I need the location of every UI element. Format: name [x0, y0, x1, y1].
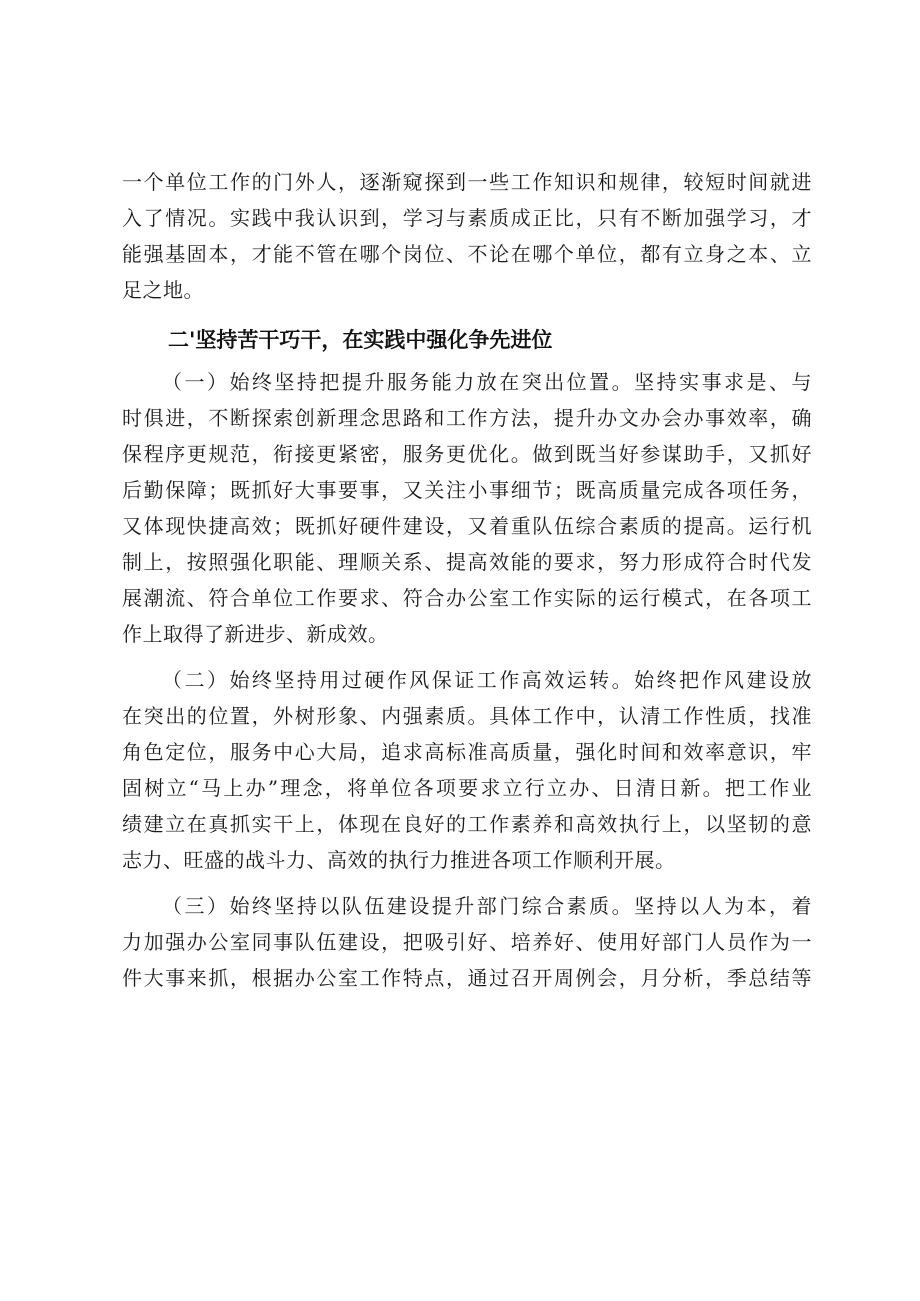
text-line: 件大事来抓，根据办公室工作特点，通过召开周例会，月分析，季总结等 — [122, 966, 812, 990]
text-line: 又体现快捷高效；既抓好硬件建设，又着重队伍综合素质的提高。运行机 — [122, 514, 812, 538]
text-line: 能强基固本，才能不管在哪个岗位、不论在哪个单位，都有立身之本、立 — [122, 242, 812, 266]
text-line: （三）始终坚持以队伍建设提升部门综合素质。坚持以人为本，着 — [162, 894, 812, 918]
text-line: 作上取得了新进步、新成效。 — [122, 622, 389, 646]
text-line: 力加强办公室同事队伍建设，把吸引好、培养好、使用好部门人员作为一 — [122, 930, 812, 954]
text-line: 足之地。 — [122, 278, 204, 302]
document-body — [122, 164, 812, 996]
text-line: 后勤保障；既抓好大事要事，又关注小事细节；既高质量完成各项任务， — [122, 478, 812, 502]
paragraph-two — [122, 662, 812, 878]
text-line: 保程序更规范，衔接更紧密，服务更优化。做到既当好参谋助手，又抓好 — [122, 442, 812, 466]
intro-paragraph — [122, 164, 812, 308]
text-line: （一）始终坚持把提升服务能力放在突出位置。坚持实事求是、与 — [162, 370, 812, 394]
paragraph-three — [122, 888, 812, 996]
text-line: 角色定位，服务中心大局，追求高标准高质量，强化时间和效率意识，牢 — [122, 740, 812, 764]
text-line: 志力、旺盛的战斗力、高效的执行力推进各项工作顺利开展。 — [122, 848, 676, 872]
text-line: 制上，按照强化职能、理顺关系、提高效能的要求，努力形成符合时代发 — [122, 550, 812, 574]
paragraph-one — [122, 364, 812, 652]
text-line: （二）始终坚持用过硬作风保证工作高效运转。始终把作风建设放 — [162, 668, 812, 692]
text-line: 入了情况。实践中我认识到，学习与素质成正比，只有不断加强学习，才 — [122, 206, 812, 230]
text-line: 一个单位工作的门外人，逐渐窥探到一些工作知识和规律，较短时间就进 — [122, 170, 812, 194]
text-line: 时俱进，不断探索创新理念思路和工作方法，提升办文办会办事效率，确 — [122, 406, 812, 430]
text-line: 展潮流、符合单位工作要求、符合办公室工作实际的运行模式，在各项工 — [122, 586, 812, 610]
section-heading: 二'坚持苦干巧干，在实践中强化争先进位 — [168, 328, 553, 352]
text-line: 固树立“马上办”理念，将单位各项要求立行立办、日清日新。把工作业 — [122, 776, 812, 800]
text-line: 在突出的位置，外树形象、内强素质。具体工作中，认清工作性质，找准 — [122, 704, 812, 728]
text-line: 绩建立在真抓实干上，体现在良好的工作素养和高效执行上，以坚韧的意 — [122, 812, 812, 836]
